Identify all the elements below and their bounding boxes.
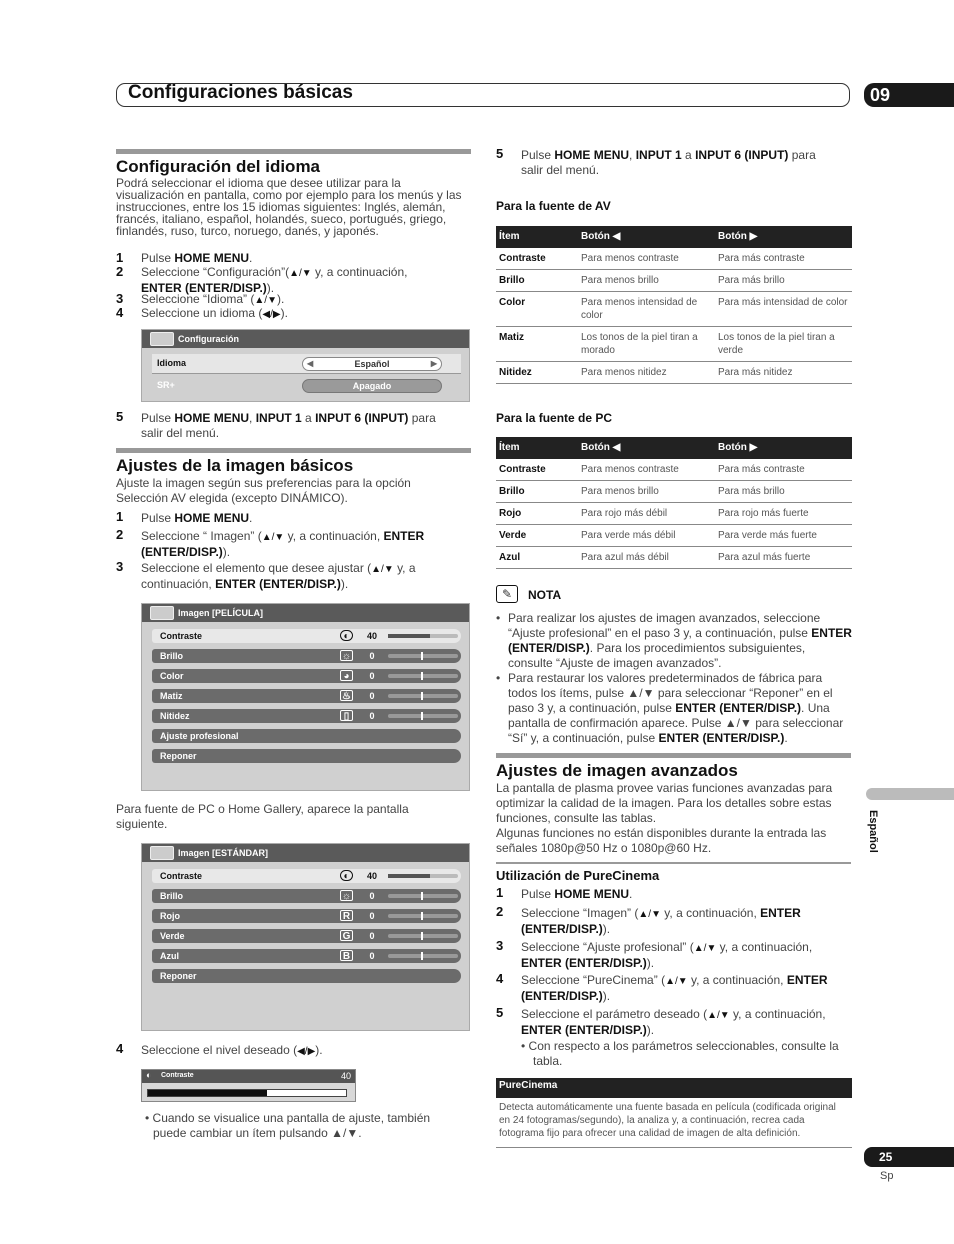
nota-key: ENTER (ENTER/DISP.) — [675, 701, 802, 715]
nota-text: . — [784, 731, 788, 745]
table-cell: Para menos nitidez — [578, 362, 715, 384]
table-row — [496, 503, 852, 525]
step-text: salir del menú. — [521, 163, 600, 177]
step-number: 2 — [116, 264, 124, 279]
step-text: y, a continuación, — [660, 906, 761, 920]
step-text: Pulse — [141, 251, 175, 265]
step-text: ). — [276, 292, 285, 306]
step-text: continuación, — [141, 577, 216, 591]
picture-icon — [150, 606, 174, 620]
menu-row[interactable] — [152, 949, 461, 963]
up-down-arrow-icon: ▲/▼ — [289, 268, 312, 279]
step-text: Seleccione el nivel deseado ( — [141, 1043, 298, 1057]
level-knob — [421, 912, 423, 920]
nota-bullet-1 — [496, 611, 852, 671]
pc-table — [496, 437, 852, 569]
setting-icon: ◐ — [340, 630, 353, 641]
step-text: salir del menú. — [141, 426, 220, 440]
language-value: Español — [354, 359, 390, 369]
imagen-intro: Ajuste la imagen según sus preferencias para la opción Selección AV elegida (excepto DINÁMICO). — [116, 476, 411, 505]
table-row — [496, 292, 852, 327]
pc-note: Para fuente de PC o Home Gallery, aparece la pantalla siguiente. — [116, 802, 409, 831]
menu-row-label: Verde — [160, 931, 185, 941]
step-text: ). — [280, 306, 288, 320]
level-bar[interactable] — [388, 634, 458, 638]
menu-row[interactable] — [152, 709, 461, 723]
step-text: Seleccione “PureCinema” ( — [521, 973, 666, 987]
up-down-arrow-icon: ▲/▼ — [371, 564, 394, 575]
menu-row[interactable] — [152, 649, 461, 663]
table-cell: Matiz — [496, 327, 578, 362]
config-screen — [141, 329, 470, 402]
slider-header — [142, 1070, 355, 1083]
av-table — [496, 226, 852, 384]
menu-row-value: 0 — [369, 891, 375, 901]
table-cell: Para más brillo — [715, 481, 852, 503]
menu-row-sr[interactable] — [152, 376, 461, 396]
step-text: . — [249, 511, 253, 525]
table-cell: Para menos intensidad de color — [578, 292, 715, 327]
step-number: 3 — [116, 291, 124, 306]
step-text: ). — [315, 1043, 323, 1057]
menu-row[interactable] — [152, 689, 461, 703]
table-cell: Para menos brillo — [578, 481, 715, 503]
adjust-bullet: • Cuando se visualice una pantalla de ajuste, también puede cambiar un ítem pulsando ▲/▼. — [145, 1111, 431, 1140]
step-text: Seleccione “Idioma” ( — [141, 292, 255, 306]
setting-icon: R — [340, 910, 353, 921]
step-text: a — [301, 411, 316, 425]
nota-key: ENTER (ENTER/DISP.) — [658, 731, 785, 745]
step-number: 3 — [116, 559, 124, 574]
step-text: ). — [222, 545, 231, 559]
nota-title: NOTA — [528, 588, 562, 602]
left-right-arrow-icon: ◀/▶ — [297, 1046, 316, 1057]
table-cell: Azul — [496, 547, 578, 569]
table-cell: Rojo — [496, 503, 578, 525]
avanzados-intro: La pantalla de plasma provee varias funciones avanzadas para optimizar la calidad de la imagen. Para los detalles sobre estas funciones, consulte las tablas. — [496, 781, 833, 825]
page-title: Configuraciones básicas — [128, 82, 353, 103]
table-cell: Para azul más fuerte — [715, 547, 852, 569]
section-title-imagen: Ajustes de la imagen básicos — [116, 456, 354, 475]
step-key: INPUT 1 — [255, 411, 302, 425]
menu-row-label: Color — [160, 671, 184, 681]
idioma-intro: Podrá seleccionar el idioma que desee utilizar para la visualización en pantalla, como por ejemplo para los menús y las instrucciones, entre los 15 idiomas siguientes: Inglés, alemán, francés, italiano, español, holandés, sueco, portugués, griego, finlandés, ruso, turco, noruego, danés, y japonés. — [116, 176, 462, 238]
table-header-row — [496, 437, 852, 459]
level-bar[interactable] — [388, 954, 458, 958]
step-number: 5 — [116, 409, 124, 424]
screen-title: Imagen [ESTÁNDAR] — [178, 848, 269, 858]
arrow-left-icon[interactable]: ◀ — [307, 359, 314, 368]
step-text: para — [408, 411, 436, 425]
slider-label: Contraste — [161, 1072, 194, 1079]
menu-row-label: Brillo — [160, 891, 184, 901]
level-knob — [421, 712, 423, 720]
table-header-row — [496, 226, 852, 248]
step-text: y, a continuación, — [729, 1007, 826, 1021]
level-knob — [421, 692, 423, 700]
table-row — [496, 362, 852, 384]
step-key: ENTER — [760, 906, 801, 920]
step-text: Seleccione un idioma ( — [141, 306, 263, 320]
nota-key: ENTER (ENTER/DISP.) — [508, 626, 852, 655]
table-cell: Para menos contraste — [578, 248, 715, 270]
nota-text: Para restaurar los valores predeterminados de fábrica para todos los ítems, pulse ▲/▼ para seleccionar “Reponer” en el paso 3 y, a continuación, pulse — [508, 671, 833, 715]
purecinema-table-text: Detecta automáticamente una fuente basada en película (codificada original en 24 fotogramas/segundo), la analiza y, a continuación, recrea cada fotograma fijo para ofrecer una calidad de imagen de alta definición. — [496, 1100, 852, 1148]
screen-title: Configuración — [178, 334, 239, 344]
step-text: para — [788, 148, 816, 162]
left-right-arrow-icon: ◀/▶ — [262, 309, 281, 320]
step-key: ENTER — [786, 973, 828, 987]
setting-icon: ☼ — [341, 891, 352, 902]
step-text: ). — [646, 1023, 655, 1037]
step-key: INPUT 1 — [635, 148, 682, 162]
section-title-idioma: Configuración del idioma — [116, 157, 321, 176]
table-row — [496, 547, 852, 569]
menu-row[interactable] — [152, 869, 461, 883]
language-code: Sp — [880, 1170, 894, 1182]
up-down-arrow-icon: ▲/▼ — [707, 1010, 730, 1021]
setting-icon: ☼ — [341, 651, 352, 662]
table-cell: Nitidez — [496, 362, 578, 384]
table-cell: Verde — [496, 525, 578, 547]
step-key: HOME MENU — [174, 511, 250, 525]
section-title-avanzados: Ajustes de imagen avanzados — [496, 761, 738, 780]
setting-icon: ◕ — [340, 670, 353, 681]
step-key: (ENTER/DISP.) — [141, 545, 223, 559]
language-tab — [866, 788, 954, 800]
screen-title-bar — [142, 844, 469, 862]
step-text: ). — [646, 956, 655, 970]
step-key: INPUT 6 (INPUT) — [315, 411, 409, 425]
menu-row-label: Ajuste profesional — [160, 731, 239, 741]
step-key: INPUT 6 (INPUT) — [695, 148, 789, 162]
menu-row[interactable] — [152, 909, 461, 923]
menu-row-label: SR+ — [157, 380, 175, 390]
table-header-cell: Ítem — [496, 226, 578, 248]
step-key: ENTER (ENTER/DISP.) — [215, 577, 341, 591]
language-selector[interactable] — [302, 357, 442, 371]
step-text: ). — [602, 989, 611, 1003]
menu-row-label: Contraste — [160, 631, 203, 641]
menu-row-value: 0 — [369, 951, 375, 961]
menu-row-label: Contraste — [160, 871, 203, 881]
menu-row[interactable] — [152, 889, 461, 903]
table-cell: Para más brillo — [715, 270, 852, 292]
step-text: Seleccione el elemento que desee ajustar ( — [141, 561, 372, 575]
section-rule — [116, 448, 471, 453]
menu-row[interactable] — [152, 929, 461, 943]
table-cell: Contraste — [496, 248, 578, 270]
language-tab-label: Español — [867, 810, 880, 853]
setting-icon: G — [340, 930, 353, 941]
step-number: 5 — [496, 1005, 504, 1020]
table-cell: Para más intensidad de color — [715, 292, 852, 327]
level-fill — [388, 634, 430, 638]
step-number: 5 — [496, 146, 504, 161]
table-cell: Para verde más débil — [578, 525, 715, 547]
step-text: Pulse — [141, 511, 175, 525]
table-cell: Contraste — [496, 459, 578, 481]
menu-row[interactable] — [152, 969, 461, 983]
step-number: 1 — [496, 885, 504, 900]
up-down-arrow-icon: ▲/▼ — [665, 976, 688, 987]
menu-row-value: 0 — [369, 671, 375, 681]
step-text: , — [629, 148, 636, 162]
step-number: 2 — [496, 904, 504, 919]
step-number: 1 — [116, 250, 124, 265]
avanzados-note: Algunas funciones no están disponibles durante la entrada las señales 1080p@50 Hz o 1080p@60 Hz. — [496, 826, 827, 855]
pc-table-heading: Para la fuente de PC — [496, 411, 613, 425]
table-cell: Para más contraste — [715, 248, 852, 270]
table-row — [496, 525, 852, 547]
subsection-rule — [496, 862, 851, 864]
contrast-slider-box — [141, 1069, 356, 1102]
step-key: HOME MENU — [174, 411, 250, 425]
menu-row-label: Nitidez — [160, 711, 190, 721]
subsection-title-purecinema: Utilización de PureCinema — [496, 868, 660, 883]
menu-row-idioma[interactable] — [152, 354, 461, 374]
menu-row[interactable] — [152, 749, 461, 763]
menu-row-value: 0 — [369, 711, 375, 721]
table-header-cell: Botón ◀ — [578, 437, 715, 459]
menu-row[interactable] — [152, 629, 461, 643]
setting-icon: ▯ — [340, 710, 353, 721]
step-number: 2 — [116, 527, 124, 542]
step-text: , — [249, 411, 256, 425]
step-text: Seleccione “Configuración”( — [141, 265, 290, 279]
up-down-arrow-icon: ▲/▼ — [261, 532, 285, 543]
menu-row-value: 40 — [366, 631, 377, 641]
screen-title-bar — [142, 330, 469, 348]
table-row — [496, 248, 852, 270]
table-header-cell: Botón ◀ — [578, 226, 715, 248]
level-bar[interactable] — [388, 874, 458, 878]
menu-row-value: 0 — [369, 651, 375, 661]
nota-bullet-2 — [496, 671, 852, 746]
step-text: y, a — [393, 561, 416, 575]
step-text: ). — [340, 577, 349, 591]
step-text: Pulse — [521, 887, 555, 901]
purecinema-bullet: • Con respecto a los parámetros seleccionables, consulte la tabla. — [521, 1039, 839, 1068]
level-bar[interactable] — [388, 694, 458, 698]
step-text: y, a continuación, — [284, 529, 384, 543]
menu-row-value: 0 — [369, 691, 375, 701]
level-bar[interactable] — [388, 674, 458, 678]
table-cell: Para rojo más fuerte — [715, 503, 852, 525]
level-bar[interactable] — [388, 654, 458, 658]
menu-row-label: Reponer — [160, 971, 197, 981]
table-header-cell: Botón ▶ — [715, 226, 852, 248]
step-text: y, a continuación, — [716, 940, 813, 954]
imagen-pelicula-screen — [141, 603, 470, 791]
table-cell: Para azul más débil — [578, 547, 715, 569]
table-cell: Los tonos de la piel tiran a morado — [578, 327, 715, 362]
up-down-arrow-icon: ▲/▼ — [254, 295, 277, 306]
step-text: y, a continuación, — [311, 265, 408, 279]
setting-icon: B — [340, 950, 353, 961]
av-table-heading: Para la fuente de AV — [496, 199, 611, 213]
menu-row-value: 40 — [366, 871, 377, 881]
step-key: ENTER — [383, 529, 425, 543]
menu-row-label: Idioma — [157, 358, 187, 368]
contrast-icon: ◐ — [146, 1070, 152, 1080]
step-key: ENTER (ENTER/DISP.) — [521, 956, 647, 970]
nota-text: Para realizar los ajustes de imagen avanzados, seleccione “Ajuste profesional” en el paso 3 y, a continuación, pulse — [508, 611, 821, 640]
table-row — [496, 327, 852, 362]
table-cell: Para rojo más débil — [578, 503, 715, 525]
menu-row-label: Reponer — [160, 751, 197, 761]
step-text: y, a continuación, — [687, 973, 787, 987]
table-header-cell: Ítem — [496, 437, 578, 459]
menu-row-label: Azul — [160, 951, 179, 961]
menu-row[interactable] — [152, 669, 461, 683]
setting-icon: ♨ — [340, 690, 353, 701]
level-knob — [421, 672, 423, 680]
step-number: 4 — [116, 305, 124, 320]
level-bar[interactable] — [388, 914, 458, 918]
step-text: . — [629, 887, 633, 901]
bullet-dot: • — [496, 671, 501, 685]
table-cell: Para menos brillo — [578, 270, 715, 292]
nota-text: . Para los procedimientos subsiguientes, consulte “Ajuste de imagen avanzados”. — [508, 641, 806, 670]
section-rule — [116, 149, 471, 154]
table-row — [496, 270, 852, 292]
menu-row-label: Brillo — [160, 651, 184, 661]
sr-value: Apagado — [302, 379, 442, 393]
level-bar[interactable] — [388, 714, 458, 718]
purecinema-table-head: PureCinema — [496, 1078, 852, 1098]
step-number: 4 — [496, 971, 504, 986]
note-pencil-icon: ✎ — [496, 585, 518, 603]
step-key: HOME MENU — [554, 887, 630, 901]
screen-title: Imagen [PELÍCULA] — [178, 608, 264, 618]
level-bar[interactable] — [388, 934, 458, 938]
menu-row-label: Rojo — [160, 911, 180, 921]
table-cell: Para menos contraste — [578, 459, 715, 481]
up-down-arrow-icon: ▲/▼ — [638, 909, 661, 920]
step-text: ). — [266, 281, 275, 295]
bullet-dot: • — [496, 611, 501, 625]
step-text: Seleccione “Ajuste profesional” ( — [521, 940, 694, 954]
step-text: Seleccione el parámetro deseado ( — [521, 1007, 708, 1021]
step-key: (ENTER/DISP.) — [521, 922, 603, 936]
up-down-arrow-icon: ▲/▼ — [693, 943, 717, 954]
table-header-cell: Botón ▶ — [715, 437, 852, 459]
arrow-right-icon[interactable]: ▶ — [430, 359, 437, 368]
step-key: ENTER (ENTER/DISP.) — [521, 1023, 647, 1037]
table-cell: Brillo — [496, 481, 578, 503]
level-knob — [421, 652, 423, 660]
menu-row[interactable] — [152, 729, 461, 743]
step-text: . — [249, 251, 253, 265]
menu-row-value: 0 — [369, 911, 375, 921]
table-row — [496, 481, 852, 503]
section-rule — [496, 753, 851, 758]
step-number: 1 — [116, 509, 124, 524]
level-knob — [421, 952, 423, 960]
step-key: ENTER (ENTER/DISP.) — [141, 281, 267, 295]
step-text: Pulse — [141, 411, 175, 425]
level-bar[interactable] — [388, 894, 458, 898]
slider-value: 40 — [340, 1071, 351, 1081]
step-key: HOME MENU — [174, 251, 250, 265]
step-text: Seleccione “Imagen” ( — [521, 906, 639, 920]
step-key: HOME MENU — [554, 148, 630, 162]
step-key: (ENTER/DISP.) — [521, 989, 603, 1003]
slider-fill — [148, 1090, 267, 1096]
table-cell: Brillo — [496, 270, 578, 292]
menu-row-value: 0 — [369, 931, 375, 941]
screen-title-bar — [142, 604, 469, 622]
setting-icon: ◐ — [340, 870, 353, 881]
table-cell: Los tonos de la piel tiran a verde — [715, 327, 852, 362]
settings-icon — [150, 332, 174, 346]
table-cell: Para más contraste — [715, 459, 852, 481]
imagen-estandar-screen — [141, 843, 470, 1031]
table-cell: Color — [496, 292, 578, 327]
step-text: ). — [602, 922, 611, 936]
chapter-number: 09 — [864, 83, 954, 107]
picture-icon — [150, 846, 174, 860]
step-text: Seleccione “ Imagen” ( — [141, 529, 262, 543]
table-row — [496, 459, 852, 481]
menu-row-label: Matiz — [160, 691, 183, 701]
step-text: a — [681, 148, 696, 162]
nota-text: . Una pantalla de confirmación aparece. Pulse ▲/▼ para seleccionar “Sí” y, a continuación, pulse — [508, 701, 844, 745]
level-knob — [421, 932, 423, 940]
step-5-text — [141, 411, 461, 441]
table-cell: Para verde más fuerte — [715, 525, 852, 547]
slider-track[interactable] — [147, 1089, 347, 1097]
step-number: 3 — [496, 938, 504, 953]
page-number: 25 — [864, 1147, 954, 1167]
table-cell: Para más nitidez — [715, 362, 852, 384]
step-number: 4 — [116, 1041, 124, 1056]
step-text: Pulse — [521, 148, 555, 162]
level-knob — [421, 892, 423, 900]
level-fill — [388, 874, 430, 878]
